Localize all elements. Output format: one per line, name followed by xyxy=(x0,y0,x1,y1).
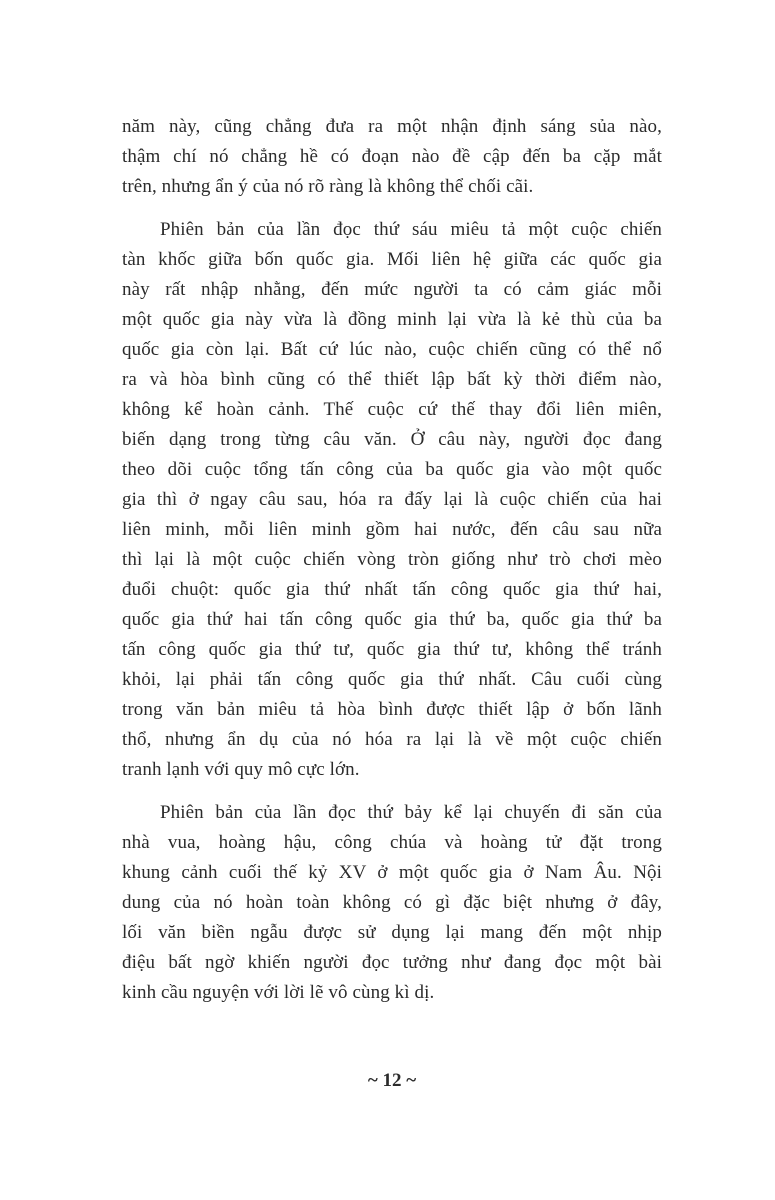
text-line: Phiên bản của lần đọc thứ bảy kể lại chuyến đi săn của xyxy=(160,802,662,823)
text-line: Phiên bản của lần đọc thứ sáu miêu tả một cuộc chiến xyxy=(160,219,662,240)
text-line: theo dõi cuộc tổng tấn công của ba quốc gia vào một quốc xyxy=(122,459,662,480)
text-line: khỏi, lại phải tấn công quốc gia thứ nhất. Câu cuối cùng xyxy=(122,669,662,690)
text-line: quốc gia thứ hai tấn công quốc gia thứ ba, quốc gia thứ ba xyxy=(122,609,662,630)
text-line: khung cảnh cuối thế kỷ XV ở một quốc gia ở Nam Âu. Nội xyxy=(122,862,662,883)
text-line: thậm chí nó chẳng hề có đoạn nào đề cập đến ba cặp mắt xyxy=(122,146,662,167)
text-block xyxy=(122,112,662,1008)
text-line: này rất nhập nhằng, đến mức người ta có cảm giác mỗi xyxy=(122,279,662,300)
text-line: biến dạng trong từng câu văn. Ở câu này, người đọc đang xyxy=(122,429,662,450)
text-line: lối văn biền ngẫu được sử dụng lại mang đến một nhịp xyxy=(122,922,662,943)
text-line: dung của nó hoàn toàn không có gì đặc biệt nhưng ở đây, xyxy=(122,892,662,913)
text-line: một quốc gia này vừa là đồng minh lại vừa là kẻ thù của ba xyxy=(122,309,662,330)
page-number: ~ 12 ~ xyxy=(367,1070,417,1091)
text-line: nhà vua, hoàng hậu, công chúa và hoàng tử đặt trong xyxy=(122,832,662,853)
text-line: quốc gia còn lại. Bất cứ lúc nào, cuộc chiến cũng có thể nổ xyxy=(122,339,662,360)
text-line: liên minh, mỗi liên minh gồm hai nước, đến câu sau nữa xyxy=(122,519,662,540)
text-line: thổ, nhưng ẩn dụ của nó hóa ra lại là về một cuộc chiến xyxy=(122,729,662,750)
paragraph xyxy=(122,798,662,1008)
text-line: ra và hòa bình cũng có thể thiết lập bất kỳ thời điểm nào, xyxy=(122,369,662,390)
text-line: kinh cầu nguyện với lời lẽ vô cùng kì dị. xyxy=(122,982,435,1003)
text-line: không kể hoàn cảnh. Thế cuộc cứ thế thay đổi liên miên, xyxy=(122,399,662,420)
text-line: điệu bất ngờ khiến người đọc tưởng như đang đọc một bài xyxy=(122,952,662,973)
text-line: trên, nhưng ẩn ý của nó rõ ràng là không thể chối cãi. xyxy=(122,176,534,197)
paragraph xyxy=(122,215,662,785)
text-line: thì lại là một cuộc chiến vòng tròn giống như trò chơi mèo xyxy=(122,549,662,570)
text-line: đuổi chuột: quốc gia thứ nhất tấn công quốc gia thứ hai, xyxy=(122,579,662,600)
text-line: tấn công quốc gia thứ tư, quốc gia thứ tư, không thể tránh xyxy=(122,639,662,660)
text-line: tàn khốc giữa bốn quốc gia. Mối liên hệ giữa các quốc gia xyxy=(122,249,662,270)
text-line: tranh lạnh với quy mô cực lớn. xyxy=(122,759,360,780)
text-line: gia thì ở ngay câu sau, hóa ra đấy lại là cuộc chiến của hai xyxy=(122,489,662,510)
paragraph xyxy=(122,112,662,202)
text-line: trong văn bản miêu tả hòa bình được thiết lập ở bốn lãnh xyxy=(122,699,662,720)
text-line: năm này, cũng chẳng đưa ra một nhận định sáng sủa nào, xyxy=(122,116,662,137)
